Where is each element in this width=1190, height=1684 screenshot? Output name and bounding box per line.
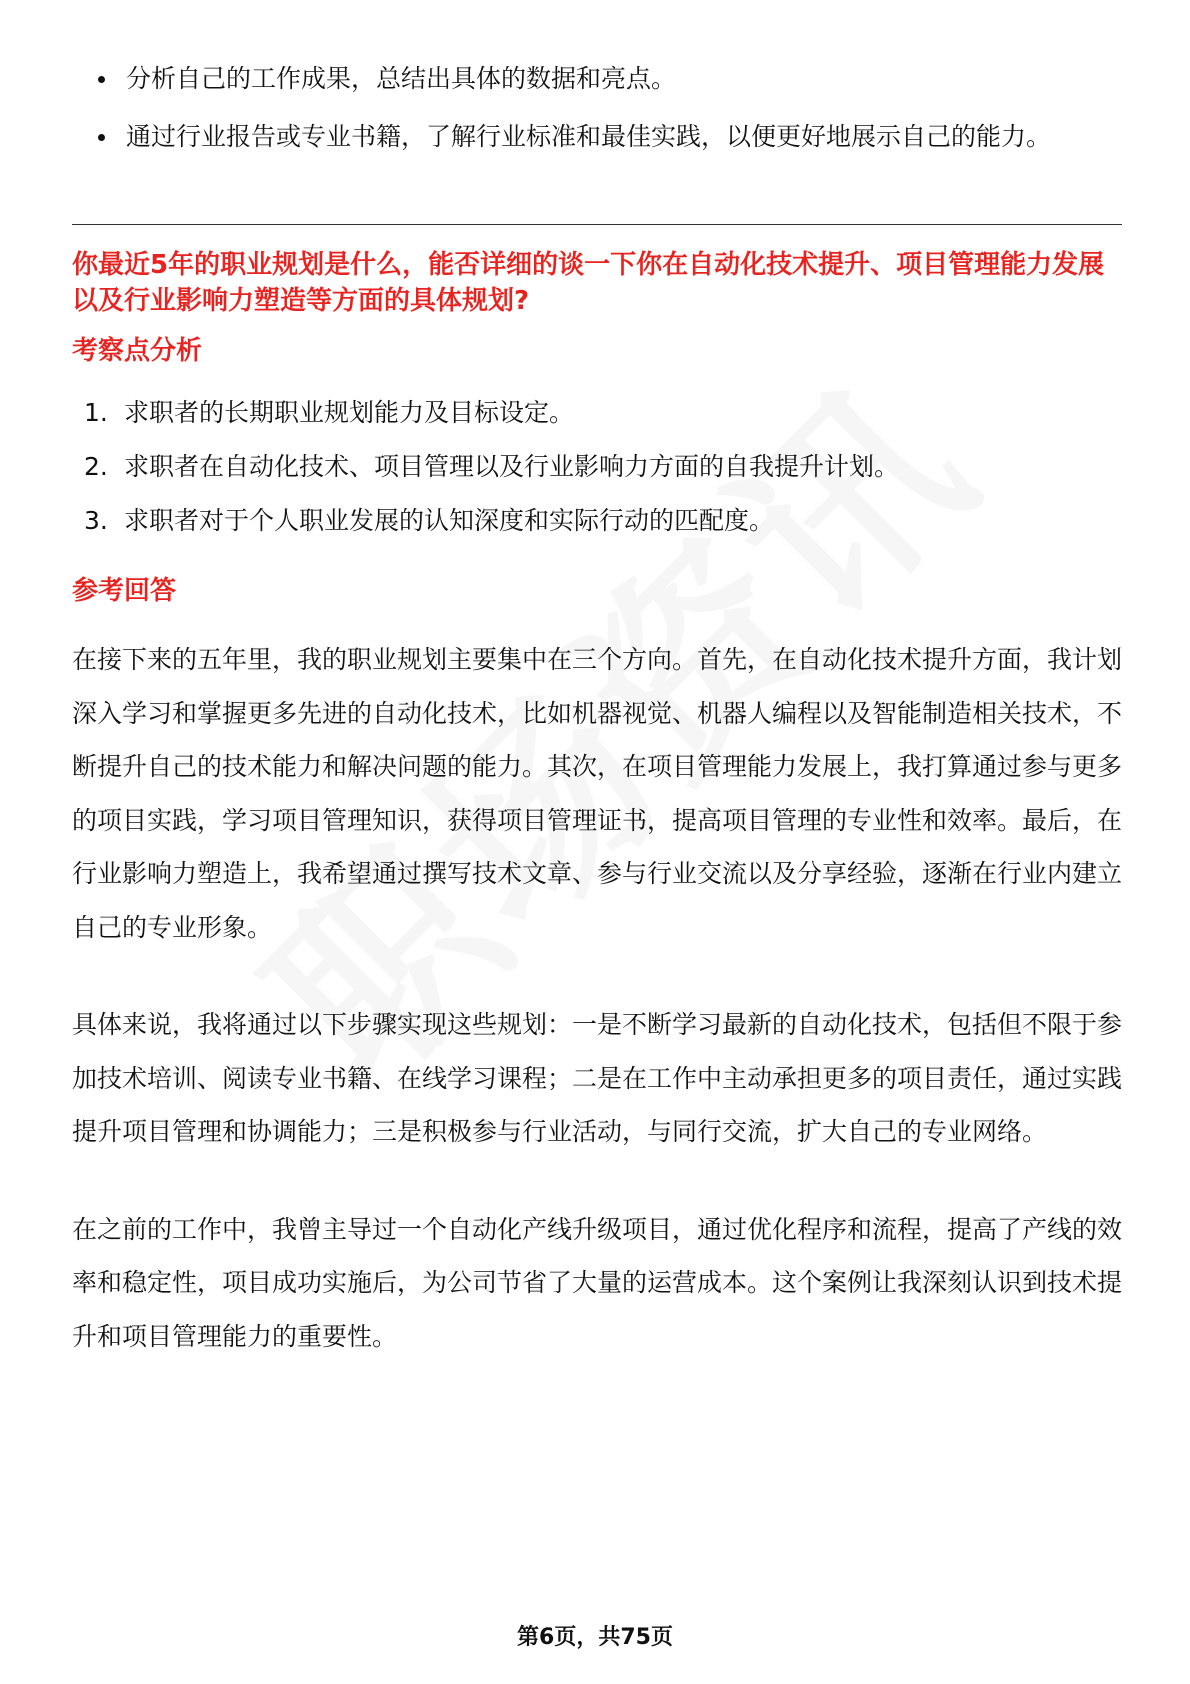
list-item [84, 395, 1122, 431]
list-item: 分析自己的工作成果，总结出具体的数据和亮点。 [126, 54, 1122, 104]
list-number: 3. [84, 506, 108, 535]
list-item [84, 449, 1122, 485]
answer-paragraph: 具体来说，我将通过以下步骤实现这些规划：一是不断学习最新的自动化技术，包括但不限于参加技术培训、阅读专业书籍、在线学习课程；二是在工作中主动承担更多的项目责任，通过实践提升项目管理和协调能力；三是积极参与行业活动，与同行交流，扩大自己的专业网络。 [72, 1010, 1123, 1146]
analysis-list [72, 395, 1122, 539]
list-item-text: 求职者对于个人职业发展的认知深度和实际行动的匹配度。 [124, 506, 775, 535]
answer-paragraph: 在之前的工作中，我曾主导过一个自动化产线升级项目，通过优化程序和流程，提高了产线的效率和稳定性，项目成功实施后，为公司节省了大量的运营成本。这个案例让我深刻认识到技术提升和项目管理能力的重要性。 [72, 1214, 1123, 1351]
page-number: 第6页，共75页 [517, 1625, 673, 1650]
answer-heading: 参考回答 [72, 576, 177, 606]
list-item-text: 求职者在自动化技术、项目管理以及行业影响力方面的自我提升计划。 [124, 452, 900, 481]
list-number: 2. [84, 452, 108, 481]
list-item [84, 503, 1122, 539]
analysis-heading: 考察点分析 [72, 336, 203, 366]
list-item: 通过行业报告或专业书籍，了解行业标准和最佳实践，以便更好地展示自己的能力。 [126, 112, 1122, 162]
interview-question: 你最近5年的职业规划是什么，能否详细的谈一下你在自动化技术提升、项目管理能力发展以及行业影响力塑造等方面的具体规划? [72, 250, 1105, 316]
list-item-text: 求职者的长期职业规划能力及目标设定。 [124, 398, 575, 427]
answer-paragraph: 在接下来的五年里，我的职业规划主要集中在三个方向。首先，在自动化技术提升方面，我计划深入学习和掌握更多先进的自动化技术，比如机器视觉、机器人编程以及智能制造相关技术，不断提升自己的技术能力和解决问题的能力。其次，在项目管理能力发展上，我打算通过参与更多的项目实践，学习项目管理知识，获得项目管理证书，提高项目管理的专业性和效率。最后，在行业影响力塑造上，我希望通过撰写技术文章、参与行业交流以及分享经验，逐渐在行业内建立自己的专业形象。 [72, 645, 1123, 942]
list-number: 1. [84, 398, 108, 427]
bullet-list [72, 54, 1122, 162]
page-content [72, 54, 1122, 1363]
section-divider [72, 224, 1122, 225]
